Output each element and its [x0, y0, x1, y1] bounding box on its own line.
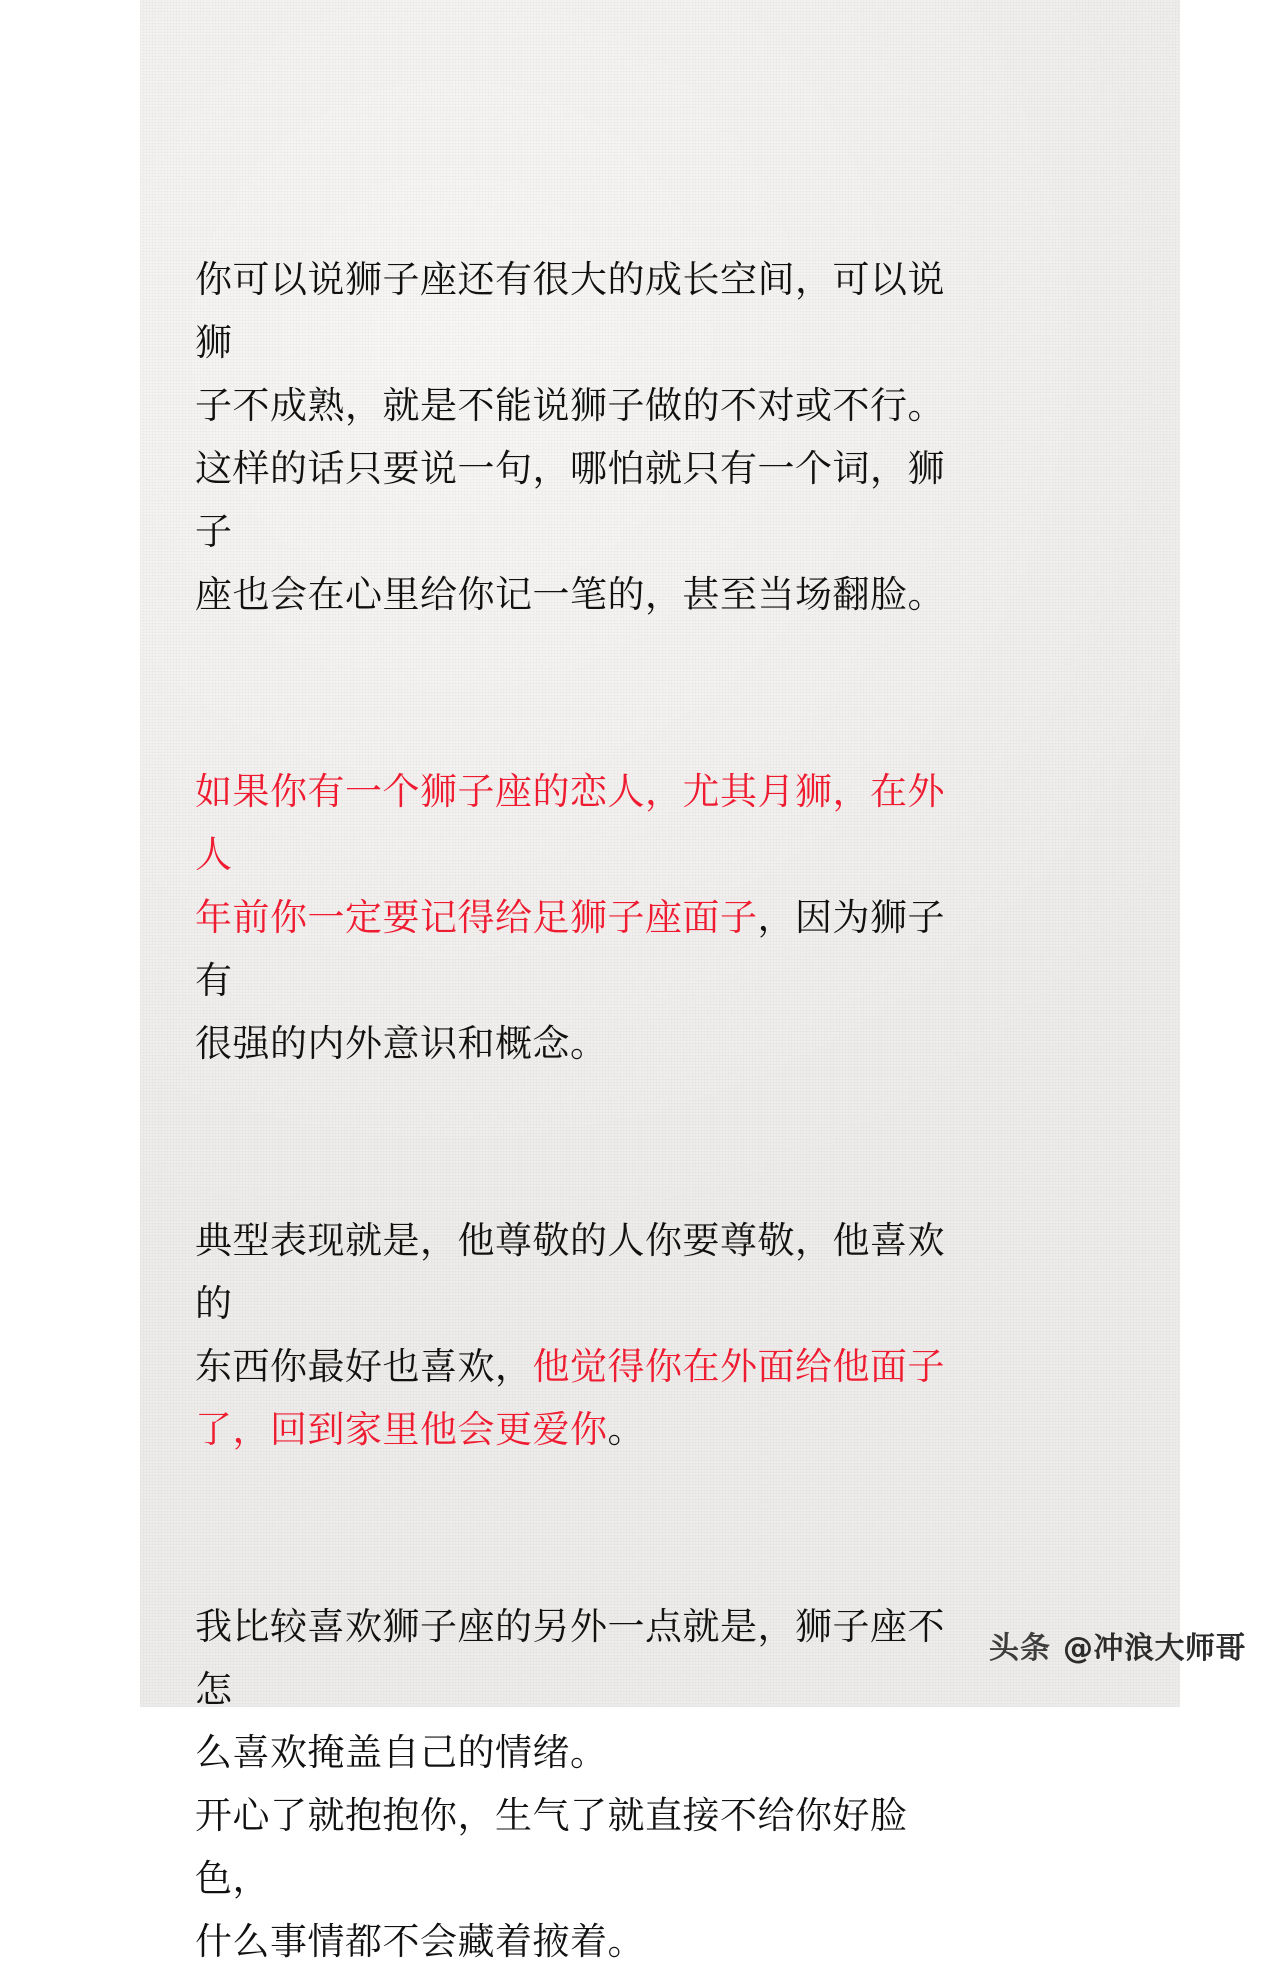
text-line: 典型表现就是，他尊敬的人你要尊敬，他喜欢的: [195, 1219, 945, 1325]
text-line: 么喜欢掩盖自己的情绪。: [195, 1731, 608, 1774]
paragraph-spacer: [195, 1528, 970, 1595]
paragraph-block-2: [195, 760, 970, 1075]
paragraph-spacer: [195, 1461, 970, 1528]
highlighted-text: 了，回到家里他会更爱你: [195, 1408, 608, 1451]
page-left-margin: [0, 0, 140, 1707]
highlighted-text: 年前你一定要记得给足狮子座面子: [195, 896, 758, 939]
text-run: 。: [607, 1408, 645, 1451]
paragraph-block-1: [195, 248, 970, 626]
text-line: 这样的话只要说一句，哪怕就只有一个词，狮子: [195, 447, 945, 553]
watermark-handle: @冲浪大师哥: [1063, 1631, 1246, 1666]
highlighted-text: 如果你有一个狮子座的恋人，尤其月狮，在外人: [195, 770, 945, 876]
text-run: ，因为狮子有: [195, 896, 945, 1002]
paragraph-spacer: [195, 1142, 970, 1209]
text-line: 座也会在心里给你记一笔的，甚至当场翻脸。: [195, 573, 945, 616]
text-line: 很强的内外意识和概念。: [195, 1022, 608, 1065]
text-line: 你可以说狮子座还有很大的成长空间，可以说狮: [195, 258, 945, 364]
text-run: 东西你最好也喜欢，: [195, 1345, 533, 1388]
document-body: [195, 248, 970, 1973]
watermark: [989, 1623, 1246, 1667]
paragraph-block-4: [195, 1595, 970, 1973]
text-line: 什么事情都不会藏着掖着。: [195, 1920, 645, 1963]
text-line: 我比较喜欢狮子座的另外一点就是，狮子座不怎: [195, 1605, 945, 1711]
toutiao-logo: 头条: [989, 1631, 1051, 1666]
paragraph-spacer: [195, 693, 970, 760]
paragraph-spacer: [195, 1075, 970, 1142]
paragraph-spacer: [195, 626, 970, 693]
paragraph-block-3: [195, 1209, 970, 1461]
highlighted-text: 他觉得你在外面给他面子: [532, 1345, 945, 1388]
text-line: 子不成熟，就是不能说狮子做的不对或不行。: [195, 384, 945, 427]
text-line: 开心了就抱抱你，生气了就直接不给你好脸色，: [195, 1794, 908, 1900]
